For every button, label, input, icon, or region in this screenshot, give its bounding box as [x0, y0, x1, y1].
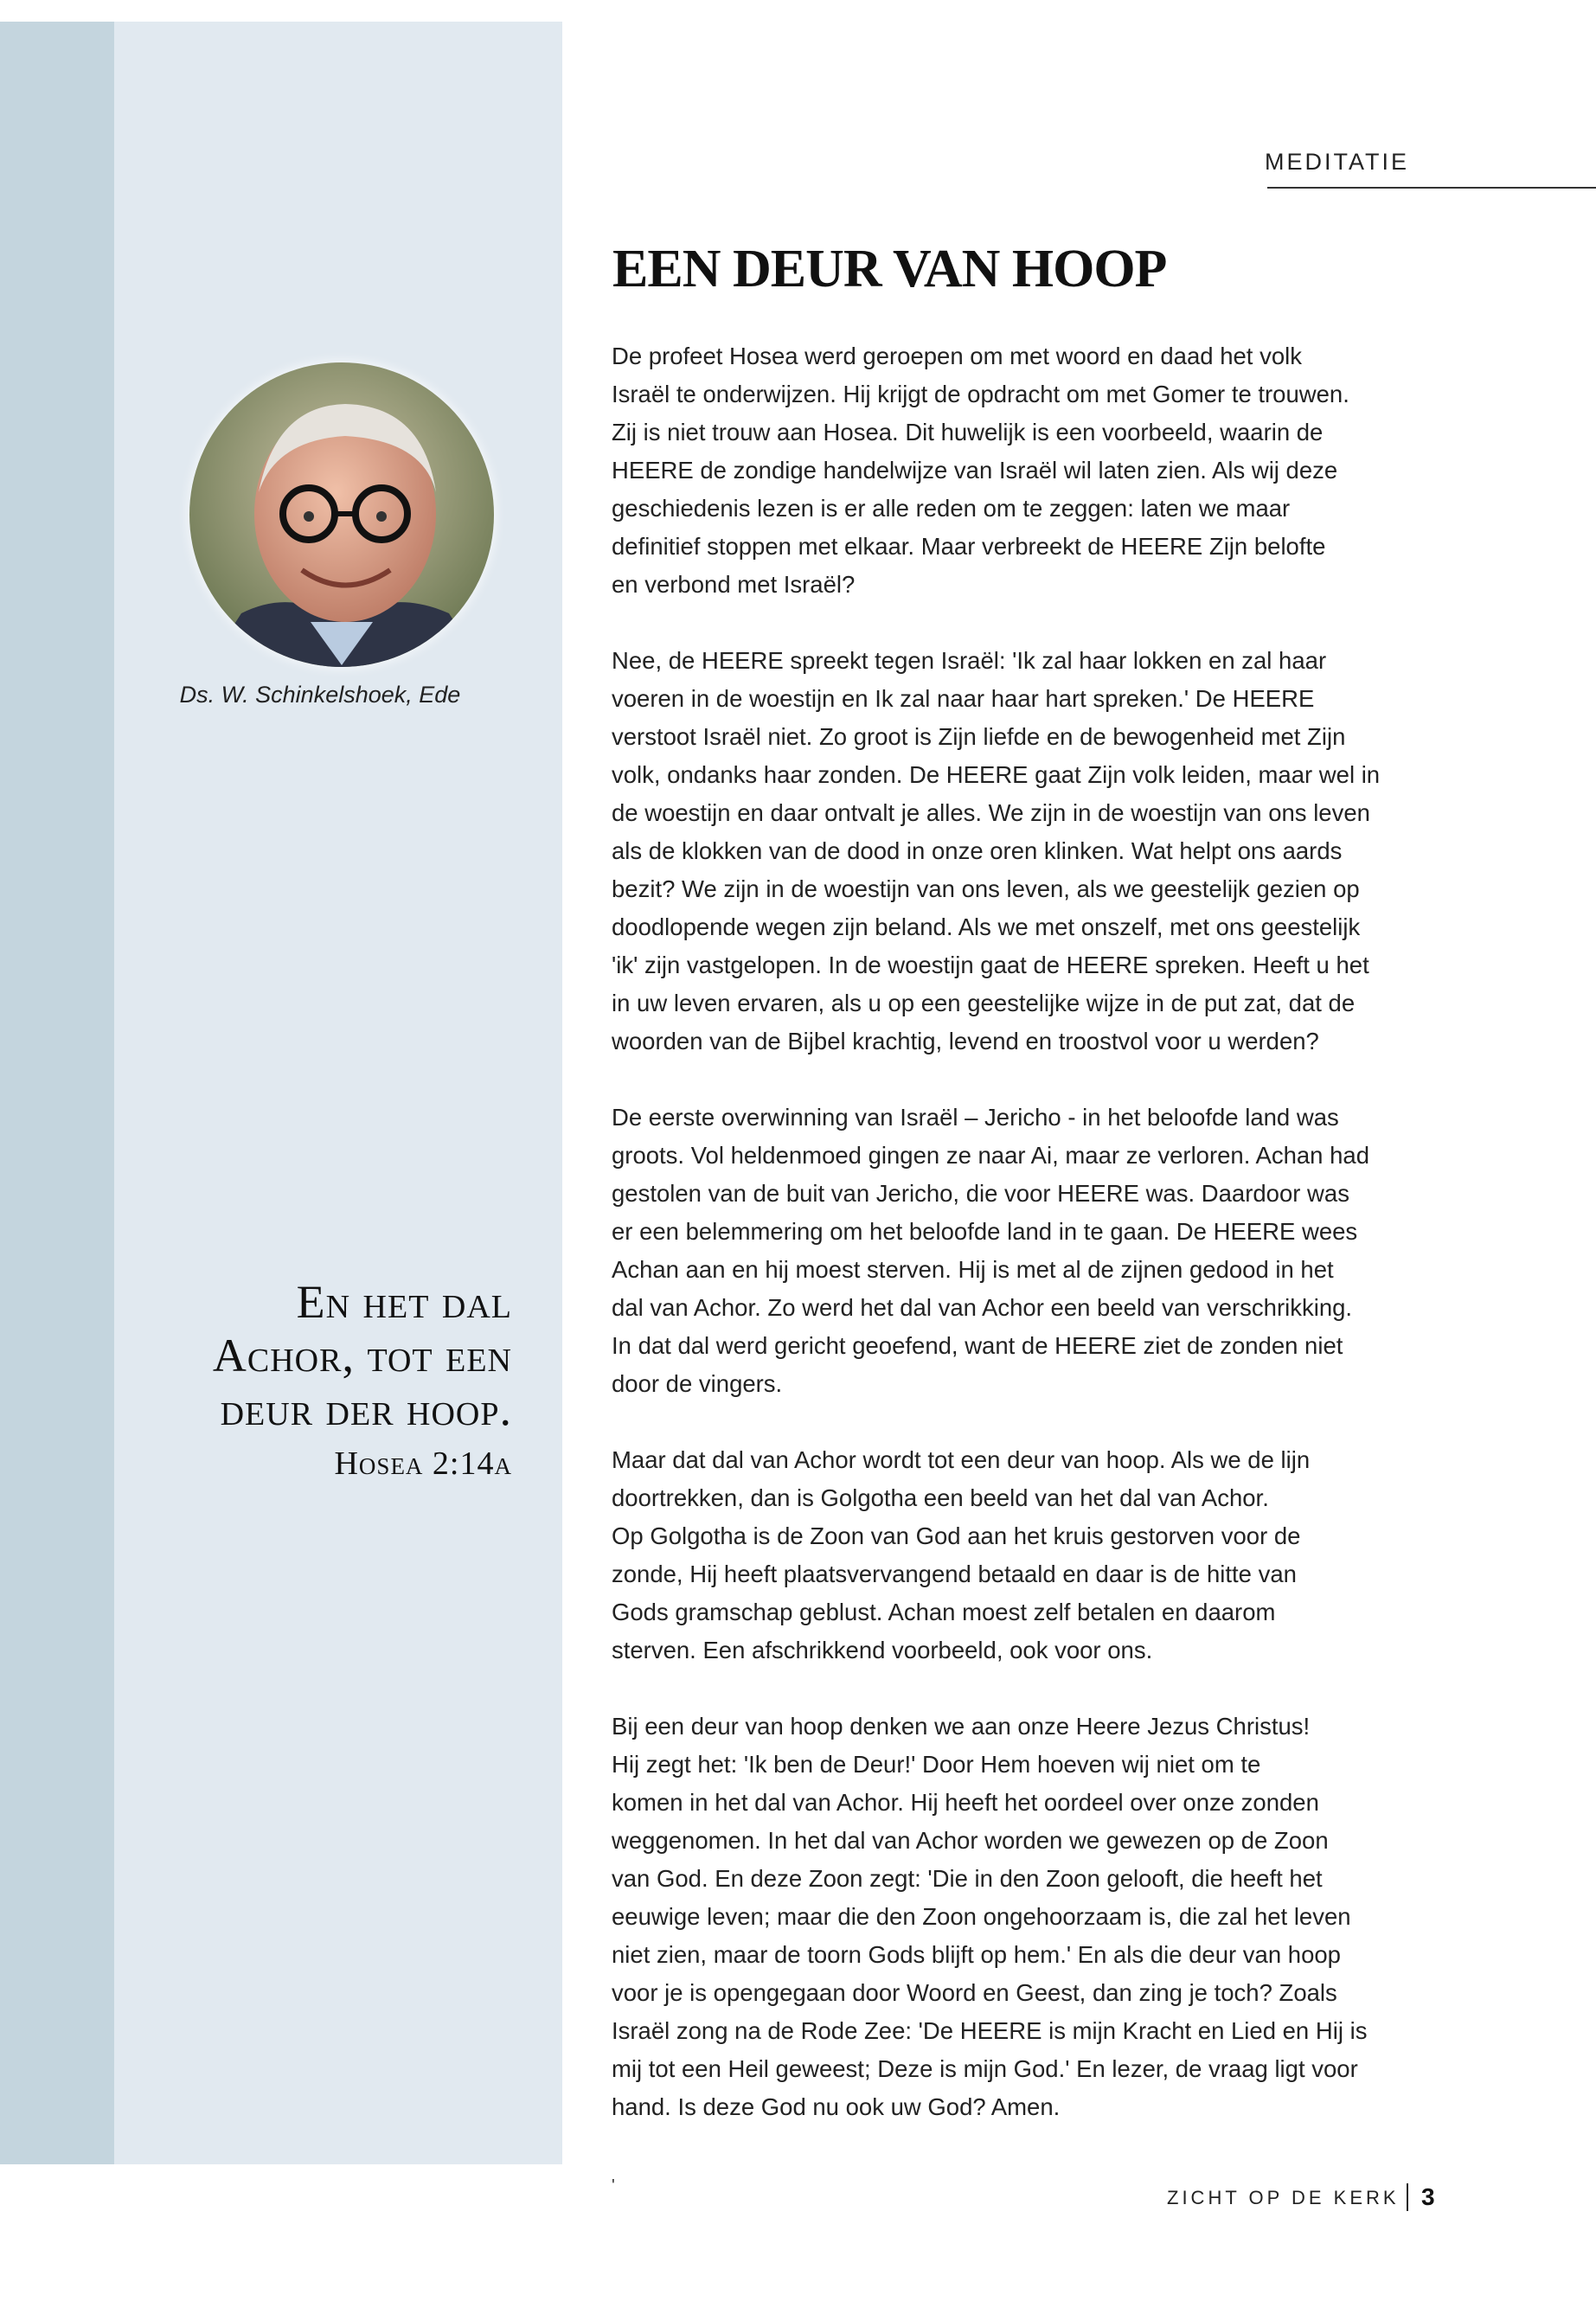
- paragraph: De eerste overwinning van Israël – Jericho - in het beloofde land was groots. Vol heldenmoed gingen ze naar Ai, maar ze verloren. Achan had gestolen van de buit van Jericho, die voor HEERE was. Daardoor was er een belemmering om het beloofde land in te gaan. De HEERE wees Achan aan en hij moest sterven. Hij is met al de zijnen gedood in het dal van Achor. Zo werd het dal van Achor een beeld van verschrikking. In dat dal werd gericht geoefend, want de HEERE ziet de zonden niet door de vingers.: [612, 1104, 1369, 1397]
- sidebar-band-dark: [0, 22, 114, 2164]
- paragraph: Maar dat dal van Achor wordt tot een deur van hoop. Als we de lijn doortrekken, dan is Golgotha een beeld van het dal van Achor. Op Golgotha is de Zoon van God aan het kruis gestorven voor de zonde, Hij heeft plaatsvervangend betaald en daar is de hitte van Gods gramschap geblust. Achan moest zelf betalen en daarom sterven. Een afschrikkend voorbeeld, ook voor ons.: [612, 1446, 1311, 1663]
- article-body: [612, 337, 1425, 2164]
- stray-mark: ': [612, 2176, 615, 2195]
- article-title: EEN DEUR VAN HOOP: [612, 240, 1167, 298]
- section-divider: [1267, 187, 1596, 189]
- pull-quote-reference: Hosea 2:14a: [334, 1445, 512, 1482]
- footer-divider: [1407, 2183, 1408, 2211]
- author-caption: Ds. W. Schinkelshoek, Ede: [179, 682, 461, 708]
- author-photo: [189, 362, 494, 667]
- paragraph: Bij een deur van hoop denken we aan onze Heere Jezus Christus! Hij zegt het: 'Ik ben de Deur!' Door Hem hoeven wij niet om te komen in het dal van Achor. Hij heeft het oordeel over onze zonden weggenomen. In het dal van Achor worden we gewezen op de Zoon van God. En deze Zoon zegt: 'Die in den Zoon gelooft, die heeft het eeuwige leven; maar die den Zoon ongehoorzaam is, die zal het leven niet zien, maar de toorn Gods blijft op hem.' En als die deur van hoop voor je is opengegaan door Woord en Geest, dan zing je toch? Zoals Israël zong na de Rode Zee: 'De HEERE is mijn Kracht en Lied en Hij is mij tot een Heil geweest; Deze is mijn God.' En lezer, de vraag ligt voor hand. Is deze God nu ook uw God? Amen.: [612, 1713, 1368, 2120]
- section-label: MEDITATIE: [1265, 149, 1409, 175]
- page-number: 3: [1421, 2183, 1435, 2210]
- publication-name: ZICHT OP DE KERK: [1167, 2187, 1400, 2208]
- paragraph: Nee, de HEERE spreekt tegen Israël: 'Ik zal haar lokken en zal haar voeren in de woestijn en Ik zal naar haar hart spreken.' De HEERE verstoot Israël niet. Zo groot is Zijn liefde en de bewogenheid met Zijn volk, ondanks haar zonden. De HEERE gaat Zijn volk leiden, maar wel in de woestijn en daar ontvalt je alles. We zijn in de woestijn van ons leven als de klokken van de dood in onze oren klinken. Wat helpt ons aards bezit? We zijn in de woestijn van ons leven, als we geestelijk gezien op doodlopende wegen zijn beland. Als we met onszelf, met ons geestelijk 'ik' zijn vastgelopen. In de woestijn gaat de HEERE spreken. Heeft u het in uw leven ervaren, als u op een geestelijke wijze in de put zat, dat de woorden van de Bijbel krachtig, levend en troostvol voor u werden?: [612, 647, 1381, 1054]
- paragraph: De profeet Hosea werd geroepen om met woord en daad het volk Israël te onderwijzen. Hij krijgt de opdracht om met Gomer te trouwen. Zij is niet trouw aan Hosea. Dit huwelijk is een voorbeeld, waarin de HEERE de zondige handelwijze van Israël wil laten zien. Als wij deze geschiedenis lezen is er alle reden om te zeggen: laten we maar definitief stoppen met elkaar. Maar verbreekt de HEERE Zijn belofte en verbond met Israël?: [612, 343, 1349, 598]
- pull-quote: En het dal Achor, tot een deur der hoop.: [212, 1276, 512, 1435]
- sidebar-band-light: [114, 22, 562, 2164]
